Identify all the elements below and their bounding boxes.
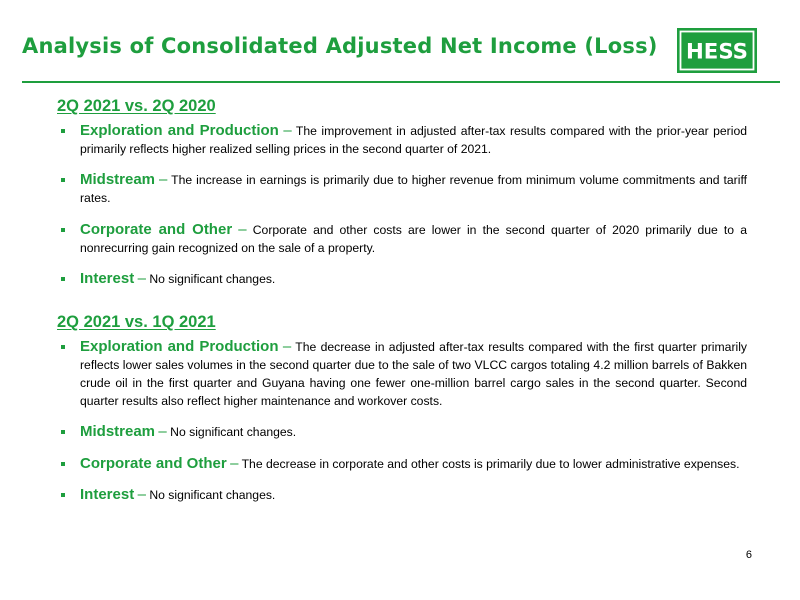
bullet-square-icon (61, 345, 65, 349)
bullet-square-icon (61, 430, 65, 434)
bullet-text: No significant changes. (149, 272, 276, 287)
bullet-list (57, 122, 747, 288)
bullet-midstream (57, 423, 747, 441)
bullet-square-icon (61, 462, 65, 466)
bullet-corporate-other (57, 455, 747, 473)
bullet-dash: – (158, 423, 167, 441)
bullet-dash: – (238, 220, 247, 238)
bullet-label: Exploration and Production (80, 338, 279, 355)
page-title: Analysis of Consolidated Adjusted Net Income (Loss) (22, 34, 658, 58)
bullet-corporate-other (57, 221, 747, 257)
bullet-list (57, 338, 747, 504)
bullet-text: The decrease in adjusted after-tax results compared with the first quarter primarily reflects lower sales volumes in the second quarter due to the sale of two VLCC cargos totaling 4.2 million barrels of Bakken crude oil in the first quarter and Guyana having one fewer one-million barrel cargo sales in the second quarter. Second quarter results also reflect higher maintenance and workover costs. (80, 340, 748, 408)
bullet-exploration-production (57, 338, 747, 410)
bullet-label: Corporate and Other (80, 454, 227, 472)
bullet-label: Exploration and Production (80, 122, 279, 139)
bullet-exploration-production (57, 122, 747, 158)
section-heading: 2Q 2021 vs. 1Q 2021 (57, 313, 216, 331)
bullet-square-icon (61, 228, 65, 232)
section-2q21-vs-2q20 (57, 96, 747, 302)
bullet-dash: – (159, 171, 168, 189)
section-2q21-vs-1q21 (57, 312, 747, 518)
bullet-text: The decrease in corporate and other costs is primarily due to lower administrative expenses. (241, 456, 740, 471)
bullet-text: No significant changes. (170, 425, 297, 440)
bullet-label: Midstream (80, 423, 156, 441)
bullet-dash: – (283, 122, 292, 139)
section-heading: 2Q 2021 vs. 2Q 2020 (57, 97, 216, 115)
bullet-text: Corporate and other costs are lower in the second quarter of 2020 primarily due to a nonrecurring gain recognized on the sale of a property. (80, 222, 747, 255)
bullet-dash: – (137, 486, 146, 504)
bullet-label: Interest (80, 486, 135, 504)
bullet-label: Midstream (80, 171, 156, 189)
bullet-square-icon (61, 129, 65, 133)
hess-logo (677, 28, 757, 73)
title-divider (22, 81, 780, 83)
bullet-dash: – (137, 270, 146, 288)
bullet-label: Corporate and Other (80, 220, 233, 238)
bullet-interest (57, 270, 747, 288)
bullet-midstream (57, 171, 747, 207)
page-number: 6 (745, 549, 752, 561)
bullet-dash: – (230, 454, 239, 472)
bullet-square-icon (61, 178, 65, 182)
bullet-interest (57, 486, 747, 504)
bullet-text: The increase in earnings is primarily due to higher revenue from minimum volume commitments and tariff rates. (80, 173, 747, 206)
bullet-text: No significant changes. (149, 488, 276, 503)
bullet-square-icon (61, 277, 65, 281)
bullet-label: Interest (80, 270, 135, 288)
bullet-square-icon (61, 493, 65, 497)
bullet-dash: – (282, 338, 292, 355)
bullet-text: The improvement in adjusted after-tax results compared with the prior-year period primarily reflects higher realized selling prices in the second quarter of 2021. (80, 124, 748, 156)
logo-text: HESS (686, 39, 748, 64)
